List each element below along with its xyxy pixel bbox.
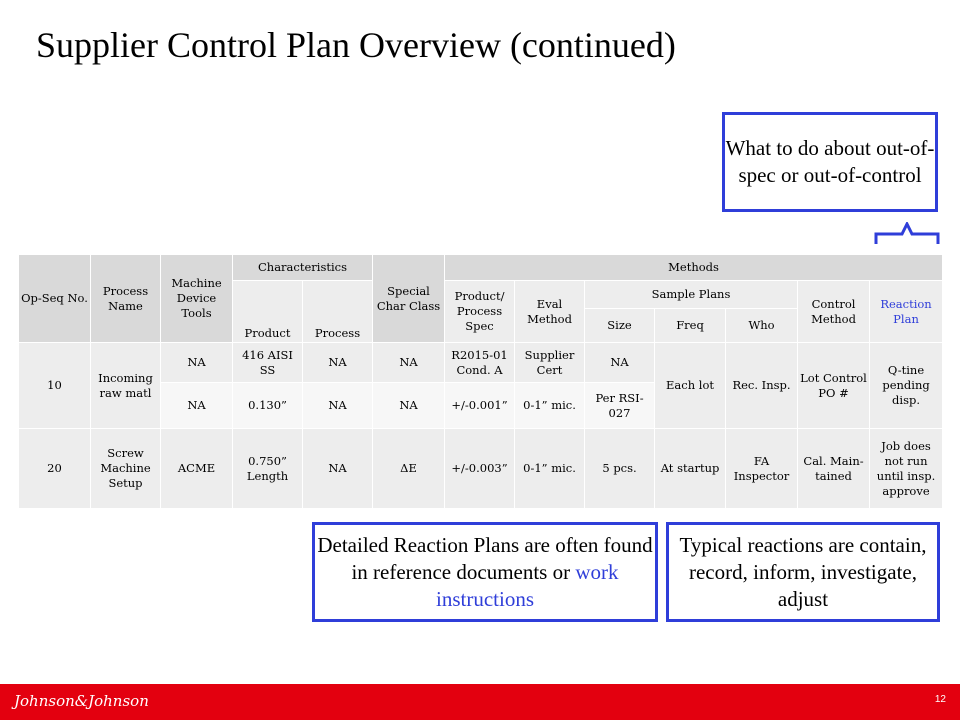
footer-bar [0,684,960,720]
cell-eval-10a: Supplier Cert [515,343,585,383]
page-number: 12 [934,694,946,705]
header-control: Control Method [798,281,870,343]
cell-name-20: Screw Machine Setup [91,429,161,509]
cell-size-10a: NA [585,343,655,383]
cell-control-10: Lot Control PO # [798,343,870,429]
page-title: Supplier Control Plan Overview (continued) [36,25,676,65]
callout-br-text: Typical reactions are contain, record, inform, investigate, adjust [679,532,927,611]
header-methods: Methods [445,255,943,281]
cell-reaction-10: Q-tine pending disp. [870,343,943,429]
cell-size-20: 5 pcs. [585,429,655,509]
cell-machine-20: ACME [161,429,233,509]
cell-product-10b: 0.130” [233,383,303,429]
control-plan-table [18,254,943,509]
header-process-name: Process Name [91,255,161,343]
cell-who-20: FA Inspector [726,429,798,509]
header-product: Product [233,281,303,343]
cell-product-10a: 416 AISI SS [233,343,303,383]
cell-spec-10b: +/-0.001” [445,383,515,429]
callout-reaction-plan [722,112,938,212]
callout-typical-reactions [666,522,940,622]
header-characteristics: Characteristics [233,255,373,281]
header-sample-plans: Sample Plans [585,281,798,309]
header-special: Special Char Class [373,255,445,343]
cell-special-10a: NA [373,343,445,383]
cell-machine-10a: NA [161,343,233,383]
cell-name-10: Incoming raw matl [91,343,161,429]
cell-process-20: NA [303,429,373,509]
cell-process-10b: NA [303,383,373,429]
header-op-seq: Op-Seq No. [19,255,91,343]
cell-machine-10b: NA [161,383,233,429]
header-freq: Freq [655,309,726,343]
cell-who-10: Rec. Insp. [726,343,798,429]
cell-size-10b: Per RSI-027 [585,383,655,429]
header-size: Size [585,309,655,343]
cell-freq-20: At startup [655,429,726,509]
bracket-icon [874,222,940,246]
header-reaction: Reaction Plan [870,281,943,343]
header-eval: Eval Method [515,281,585,343]
cell-special-20: ΔE [373,429,445,509]
cell-control-20: Cal. Main-tained [798,429,870,509]
callout-bl-text-main: Detailed Reaction Plans are often found in reference documents or [317,532,653,584]
callout-detailed-reaction-plans [312,522,658,622]
header-spec: Product/ Process Spec [445,281,515,343]
header-process: Process [303,281,373,343]
work-instructions-link[interactable]: work instructions [436,559,619,611]
jnj-logo: Johnson&Johnson [14,692,149,710]
cell-process-10a: NA [303,343,373,383]
callout-bl-text [315,532,655,613]
cell-product-20: 0.750” Length [233,429,303,509]
cell-eval-20: 0-1” mic. [515,429,585,509]
header-machine: Machine Device Tools [161,255,233,343]
cell-eval-10b: 0-1” mic. [515,383,585,429]
cell-spec-10a: R2015-01 Cond. A [445,343,515,383]
cell-freq-10: Each lot [655,343,726,429]
callout-top-text: What to do about out-of-spec or out-of-control [725,136,935,187]
cell-op-20: 20 [19,429,91,509]
cell-op-10: 10 [19,343,91,429]
cell-reaction-20: Job does not run until insp. approve [870,429,943,509]
header-who: Who [726,309,798,343]
cell-special-10b: NA [373,383,445,429]
cell-spec-20: +/-0.003” [445,429,515,509]
